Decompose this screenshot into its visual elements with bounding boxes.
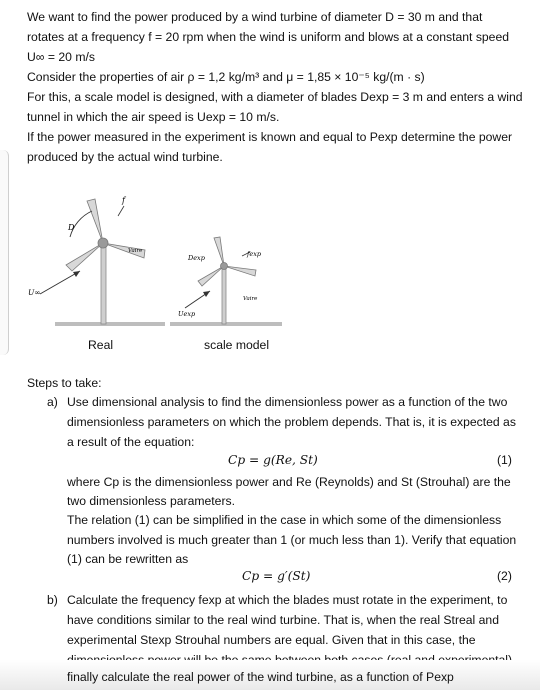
label-dexp: Dexp [188,254,205,262]
step-a-line-6: The relation (1) can be simplified in the case in which some of the dimensionless [67,513,502,527]
label-vaire-real: Vaire [128,248,143,254]
step-a-line-1: Use dimensional analysis to find the dimensionless power as a function of the two [67,395,508,409]
label-fexp: fexp [247,250,262,258]
problem-line-3: U∞ = 20 m/s [27,50,95,64]
step-a-line-3: a result of the equation: [67,435,195,449]
step-a-marker: a) [47,395,58,409]
uinf-arrow [40,271,80,294]
problem-line-4: Consider the properties of air ρ = 1,2 kg/m³ and μ = 1,85 × 10⁻⁵ kg/(m · s) [27,70,425,84]
step-a-line-2: dimensionless parameters on which the problem depends. That is, it is expected as [67,415,516,429]
equation-1-number: (1) [497,453,512,467]
equation-2: Cp = g′(St) [242,569,311,583]
equation-2-number: (2) [497,569,512,583]
equation-1: Cp = g(Re, St) [228,453,318,467]
steps-heading: Steps to take: [27,376,102,390]
problem-line-6: tunnel in which the air speed is Uexp = 10 m/s. [27,110,280,124]
problem-line-8: produced by the actual wind turbine. [27,150,223,164]
problem-line-1: We want to find the power produced by a wind turbine of diameter D = 30 m and that [27,10,483,24]
label-D: D [68,223,75,232]
step-b-line-1: Calculate the frequency fexp at which the blades must rotate in the experiment, to [67,593,508,607]
step-b-marker: b) [47,593,58,607]
scroll-edge [0,150,9,355]
caption-real: Real [88,338,114,352]
step-a-line-7: numbers involved is much greater than 1 (or much less than 1). Verify that equation [67,533,517,547]
label-uinf: U∞ [28,288,41,297]
problem-line-2: rotates at a frequency f = 20 rpm when the wind is uniform and blows at a constant speed [27,30,510,44]
step-b-line-3: experimental Stexp Strouhal numbers are equal. Given that in this case, the [67,633,476,647]
problem-line-7: If the power measured in the experiment is known and equal to Pexp determine the power [27,130,513,144]
step-a-line-8: (1) can be rewritten as [67,552,189,566]
step-b-line-2: have conditions similar to the real wind turbine. That is, when the real Streal and [67,613,499,627]
ground-real [55,322,165,326]
label-f: f [122,196,125,205]
problem-line-5: For this, a scale model is designed, with a diameter of blades Dexp = 3 m and enters a wind [27,90,523,104]
caption-scale-model: scale model [204,338,270,352]
freq-arrow [118,206,124,216]
step-a-line-5: two dimensionless parameters. [67,494,235,508]
label-uexp: Uexp [178,310,196,318]
step-a-line-4: where Cp is the dimensionless power and Re (Reynolds) and St (Strouhal) are the [67,475,511,489]
label-vaire-model: Vaire [243,296,258,302]
model-tower [222,268,226,324]
real-tower [101,246,106,324]
step-b-line-5: finally calculate the real power of the wind turbine, as a function of Pexp [67,670,454,684]
wind-turbine-figure [20,196,320,341]
model-rotor [198,237,256,286]
